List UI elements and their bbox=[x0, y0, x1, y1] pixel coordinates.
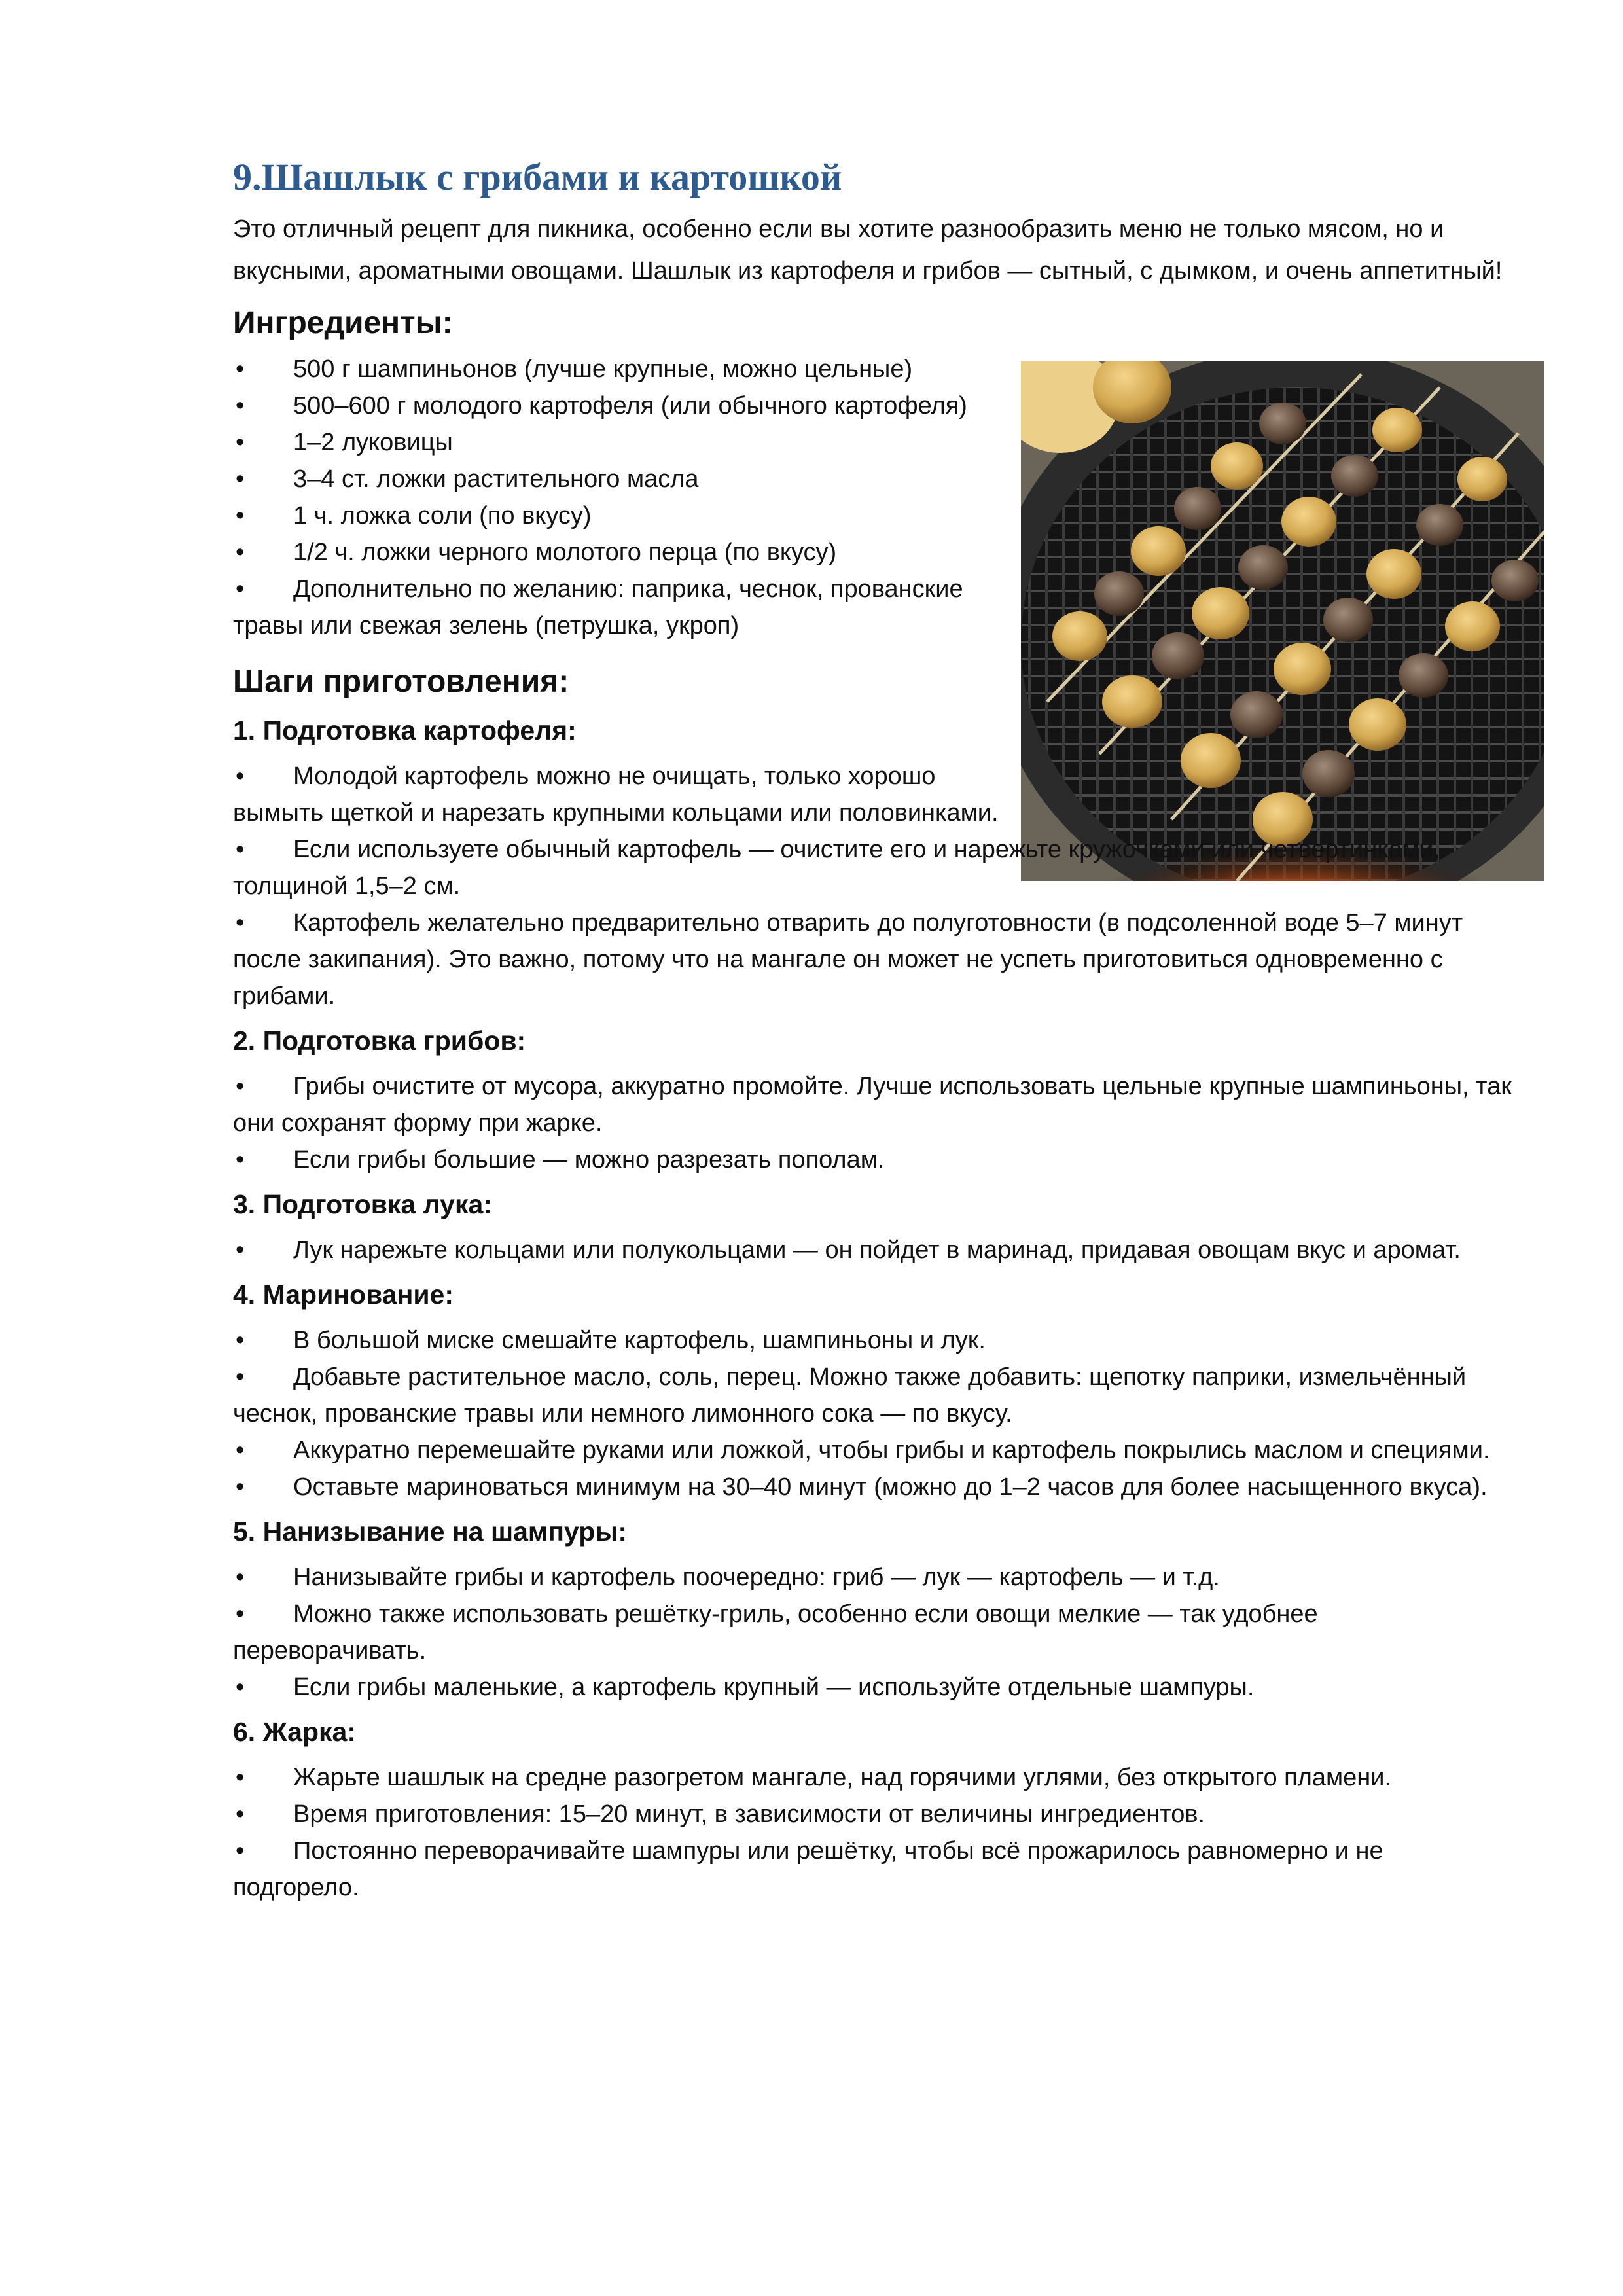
step-item bbox=[233, 1469, 1516, 1505]
step-item bbox=[233, 1833, 1516, 1906]
list-item-text: 3–4 ст. ложки растительного масла bbox=[293, 465, 699, 493]
list-item-text: Можно также использовать решётку-гриль, особенно если овощи мелкие — так удобнее переворачивать. bbox=[233, 1600, 1318, 1664]
list-item-text: Если грибы маленькие, а картофель крупный — используйте отдельные шампуры. bbox=[293, 1674, 1255, 1701]
step-section-title: 6. Жарка: bbox=[233, 1717, 356, 1747]
step-list bbox=[233, 1322, 1516, 1505]
step-item bbox=[233, 1596, 1516, 1669]
list-item-text: Картофель желательно предварительно отварить до полуготовности (в подсоленной воде 5–7 минут после закипания). Это важно, потому что на мангале он может не успеть приготовиться одновременно с грибами. bbox=[233, 909, 1463, 1010]
list-item-text: 500 г шампиньонов (лучше крупные, можно цельные) bbox=[293, 355, 913, 383]
list-item-text: Грибы очистите от мусора, аккуратно промойте. Лучше использовать цельные крупные шампиньоны, так они сохранят форму при жарке. bbox=[233, 1073, 1512, 1137]
step-list bbox=[233, 1759, 1516, 1906]
step-item bbox=[233, 1559, 1516, 1596]
step-item bbox=[233, 1068, 1516, 1141]
step-section-title: 4. Маринование: bbox=[233, 1280, 454, 1310]
bullet-icon: • bbox=[236, 539, 245, 566]
list-item-text: Если используете обычный картофель — очистите его и нарежьте кружочками или четвертинками, толщиной 1,5–2 см. bbox=[233, 836, 1440, 900]
step-item bbox=[233, 1141, 1516, 1178]
ingredient-item bbox=[233, 461, 1005, 497]
ingredient-item bbox=[233, 497, 1005, 534]
step-section-title: 3. Подготовка лука: bbox=[233, 1189, 492, 1219]
step-item bbox=[233, 1232, 1516, 1268]
bullet-icon: • bbox=[236, 762, 245, 790]
ingredient-item bbox=[233, 571, 1005, 644]
list-item-text: Если грибы большие — можно разрезать пополам. bbox=[293, 1146, 885, 1174]
steps-container bbox=[233, 711, 1516, 1906]
bullet-icon: • bbox=[236, 575, 245, 603]
list-item-text: Жарьте шашлык на средне разогретом мангале, над горячими углями, без открытого пламени. bbox=[293, 1764, 1392, 1791]
bullet-icon: • bbox=[236, 1564, 245, 1591]
list-item-text: Молодой картофель можно не очищать, только хорошо вымыть щеткой и нарезать крупными кольцами или половинками. bbox=[233, 762, 999, 827]
page-title: 9.Шашлык с грибами и картошкой bbox=[233, 156, 842, 198]
list-item-text: 1/2 ч. ложки черного молотого перца (по вкусу) bbox=[293, 539, 837, 566]
step-item bbox=[233, 1759, 1516, 1796]
bullet-icon: • bbox=[236, 1600, 245, 1628]
list-item-text: Добавьте растительное масло, соль, перец. Можно также добавить: щепотку паприки, измельчённый чеснок, прованские травы или немного лимонного сока — по вкусу. bbox=[233, 1363, 1467, 1427]
ingredient-item bbox=[233, 534, 1005, 571]
steps-heading: Шаги приготовления: bbox=[233, 664, 569, 699]
ingredient-item bbox=[233, 351, 1005, 387]
bullet-icon: • bbox=[236, 429, 245, 456]
list-item-text: Лук нарежьте кольцами или полукольцами — он пойдет в маринад, придавая овощам вкус и аромат. bbox=[293, 1236, 1461, 1264]
intro-paragraph: Это отличный рецепт для пикника, особенно если вы хотите разнообразить меню не только мясом, но и вкусными, ароматными овощами. Шашлык из картофеля и грибов — сытный, с дымком, и очень аппетитный! bbox=[233, 215, 1503, 285]
step-list bbox=[233, 1068, 1516, 1178]
bullet-icon: • bbox=[236, 1764, 245, 1791]
bullet-icon: • bbox=[236, 392, 245, 420]
list-item-text: Постоянно переворачивайте шампуры или решётку, чтобы всё прожарилось равномерно и не подгорело. bbox=[233, 1837, 1383, 1901]
bullet-icon: • bbox=[236, 465, 245, 493]
step-item bbox=[233, 1796, 1516, 1833]
list-item-text: Нанизывайте грибы и картофель поочередно: гриб — лук — картофель — и т.д. bbox=[293, 1564, 1220, 1591]
step-item bbox=[233, 831, 1516, 905]
step-section-title: 5. Нанизывание на шампуры: bbox=[233, 1516, 627, 1547]
bullet-icon: • bbox=[236, 1327, 245, 1354]
bullet-icon: • bbox=[236, 836, 245, 863]
step-item bbox=[233, 1359, 1516, 1432]
step-list bbox=[233, 758, 1516, 1014]
list-item-text: Оставьте мариноваться минимум на 30–40 минут (можно до 1–2 часов для более насыщенного вкуса). bbox=[293, 1473, 1488, 1501]
bullet-icon: • bbox=[236, 1363, 245, 1391]
bullet-icon: • bbox=[236, 1146, 245, 1174]
bullet-icon: • bbox=[236, 1473, 245, 1501]
bullet-icon: • bbox=[236, 1236, 245, 1264]
step-item bbox=[233, 905, 1516, 1014]
step-list bbox=[233, 1232, 1516, 1268]
list-item-text: 1–2 луковицы bbox=[293, 429, 453, 456]
list-item-text: 1 ч. ложка соли (по вкусу) bbox=[293, 502, 592, 529]
ingredients-list bbox=[233, 351, 1005, 644]
bullet-icon: • bbox=[236, 1674, 245, 1701]
step-list bbox=[233, 1559, 1516, 1706]
bullet-icon: • bbox=[236, 1073, 245, 1100]
bullet-icon: • bbox=[236, 502, 245, 529]
step-item bbox=[233, 758, 1005, 831]
step-item bbox=[233, 1669, 1516, 1706]
list-item-text: В большой миске смешайте картофель, шампиньоны и лук. bbox=[293, 1327, 986, 1354]
ingredient-item bbox=[233, 387, 1005, 424]
step-section-title: 2. Подготовка грибов: bbox=[233, 1026, 526, 1056]
ingredients-heading: Ингредиенты: bbox=[233, 306, 453, 340]
bullet-icon: • bbox=[236, 355, 245, 383]
list-item-text: Время приготовления: 15–20 минут, в зависимости от величины ингредиентов. bbox=[293, 1801, 1205, 1828]
ingredient-item bbox=[233, 424, 1005, 461]
bullet-icon: • bbox=[236, 1801, 245, 1828]
list-item-text: 500–600 г молодого картофеля (или обычного картофеля) bbox=[293, 392, 967, 420]
bullet-icon: • bbox=[236, 1837, 245, 1865]
list-item-text: Аккуратно перемешайте руками или ложкой, чтобы грибы и картофель покрылись маслом и специями. bbox=[293, 1437, 1490, 1464]
bullet-icon: • bbox=[236, 909, 245, 937]
step-item bbox=[233, 1322, 1516, 1359]
step-section-title: 1. Подготовка картофеля: bbox=[233, 715, 577, 745]
bullet-icon: • bbox=[236, 1437, 245, 1464]
list-item-text: Дополнительно по желанию: паприка, чеснок, прованские травы или свежая зелень (петрушка, укроп) bbox=[233, 575, 963, 639]
step-item bbox=[233, 1432, 1516, 1469]
